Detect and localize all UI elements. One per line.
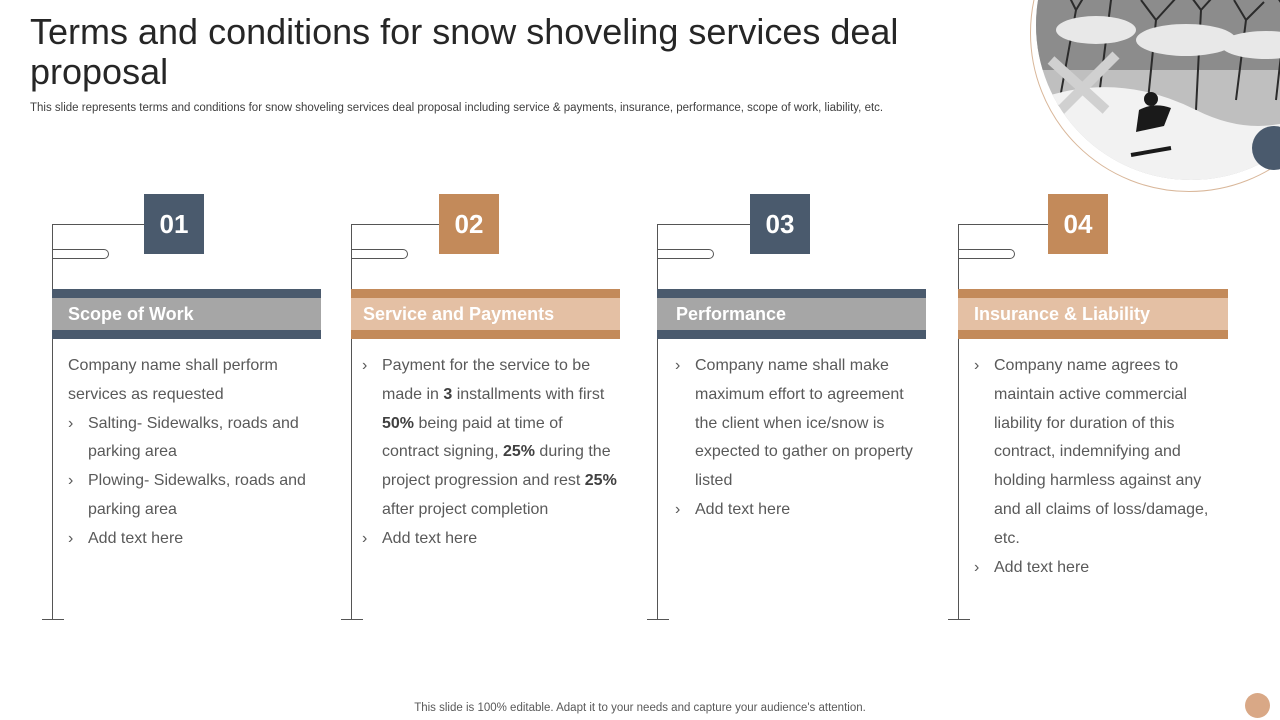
step-number-badge: 01 [144,194,204,254]
chevron-right-icon: › [68,529,74,547]
list-item: › Add text here [68,525,318,554]
step-number-badge: 02 [439,194,499,254]
list-item: › Company name shall make maximum effort to agreement the client when ice/snow is expected to gather on property listed [675,352,915,496]
step-number-badge: 04 [1048,194,1108,254]
section-header [351,289,620,339]
chevron-right-icon: › [974,558,980,576]
chevron-right-icon: › [974,357,980,374]
flag-pole [657,224,658,620]
pole-tab [657,249,714,259]
pole-base [647,619,669,620]
list-item: › Company name agrees to maintain active commercial liability for duration of this contract, indemnifying and holding harmless against any and all claims of loss/damage, etc. [974,352,1214,554]
intro-text: Company name shall perform services as requested [68,357,278,403]
snow-photo-icon [1036,0,1280,180]
slide-footer: This slide is 100% editable. Adapt it to your needs and capture your audience's attention. [414,702,866,714]
chevron-right-icon: › [675,500,681,518]
pole-line [958,224,1048,225]
list-item: › Plowing- Sidewalks, roads and parking area [68,467,318,525]
list-item: › Add text here [362,525,618,554]
pole-base [42,619,64,620]
section-header [52,289,321,339]
slide-subtitle: This slide represents terms and conditions for snow shoveling services deal proposal including service & payments, insurance, performance, scope of work, liability, etc. [30,102,884,114]
chevron-right-icon: › [362,357,368,374]
section-body [362,352,618,554]
list-item: › Add text here [974,554,1214,583]
flag-pole [958,224,959,620]
list-item: › Salting- Sidewalks, roads and parking area [68,410,318,468]
chevron-right-icon: › [68,414,74,432]
section-body [974,352,1214,582]
pole-base [341,619,363,620]
pole-tab [351,249,408,259]
decorative-dot [1245,693,1270,718]
pole-line [657,224,750,225]
snow-skier-photo [1036,0,1280,180]
section-heading: Scope of Work [52,298,321,330]
chevron-right-icon: › [362,529,368,547]
pole-line [351,224,439,225]
flag-pole [52,224,53,620]
chevron-right-icon: › [68,472,74,490]
flag-pole [351,224,352,620]
pole-tab [958,249,1015,259]
slide-title: Terms and conditions for snow shoveling services deal proposal [30,11,899,92]
section-header [958,289,1228,339]
pole-line [52,224,144,225]
section-header [657,289,926,339]
list-item: › Payment for the service to be made in 3 installments with first 50% being paid at time of contract signing, 25% during the project progression and rest 25% after project completion [362,352,618,525]
section-heading: Insurance & Liability [958,298,1228,330]
pole-tab [52,249,109,259]
section-body [675,352,915,525]
chevron-right-icon: › [675,357,681,374]
section-heading: Service and Payments [351,298,620,330]
pole-base [948,619,970,620]
step-number-badge: 03 [750,194,810,254]
list-item: › Add text here [675,496,915,525]
section-body [68,352,318,554]
section-heading: Performance [657,298,926,330]
